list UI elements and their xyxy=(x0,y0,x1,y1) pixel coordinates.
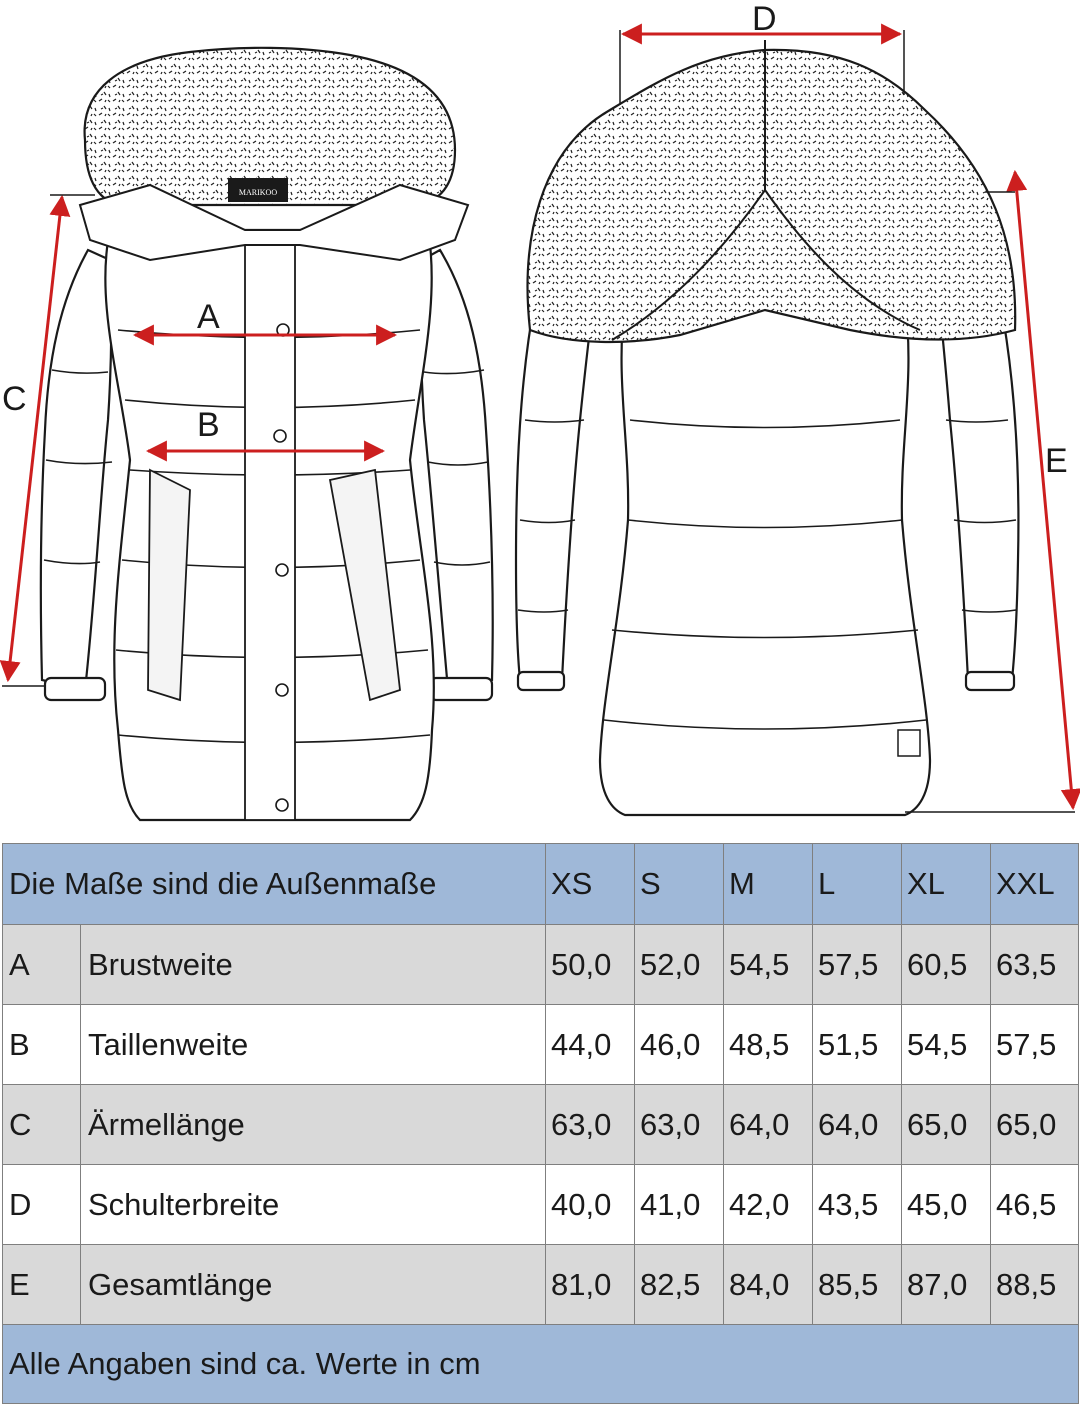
back-right-sleeve xyxy=(940,300,1018,680)
row-value: 85,5 xyxy=(813,1245,902,1325)
row-value: 88,5 xyxy=(991,1245,1079,1325)
row-label: Taillenweite xyxy=(81,1005,546,1085)
row-label: Schulterbreite xyxy=(81,1165,546,1245)
back-right-cuff xyxy=(966,672,1014,690)
front-left-sleeve xyxy=(41,250,112,690)
back-left-sleeve xyxy=(516,300,592,680)
back-body xyxy=(600,300,930,815)
row-value: 48,5 xyxy=(724,1005,813,1085)
row-value: 54,5 xyxy=(724,925,813,1005)
row-value: 65,0 xyxy=(902,1085,991,1165)
row-value: 81,0 xyxy=(546,1245,635,1325)
row-value: 84,0 xyxy=(724,1245,813,1325)
row-value: 63,0 xyxy=(635,1085,724,1165)
row-value: 64,0 xyxy=(813,1085,902,1165)
table-row xyxy=(3,1085,1079,1165)
size-table xyxy=(2,843,1079,1404)
row-value: 63,5 xyxy=(991,925,1079,1005)
row-letter: D xyxy=(3,1165,81,1245)
front-left-cuff xyxy=(45,678,105,700)
front-brand-text: MARIKOO xyxy=(238,188,278,197)
row-value: 60,5 xyxy=(902,925,991,1005)
table-row xyxy=(3,925,1079,1005)
row-letter: C xyxy=(3,1085,81,1165)
table-title: Die Maße sind die Außenmaße xyxy=(3,844,546,925)
label-c: C xyxy=(2,380,27,418)
back-left-cuff xyxy=(518,672,564,690)
row-label: Gesamtlänge xyxy=(81,1245,546,1325)
row-value: 44,0 xyxy=(546,1005,635,1085)
row-value: 65,0 xyxy=(991,1085,1079,1165)
label-b: B xyxy=(197,406,220,444)
size-header-xl: XL xyxy=(902,844,991,925)
row-value: 64,0 xyxy=(724,1085,813,1165)
size-header-xs: XS xyxy=(546,844,635,925)
row-value: 45,0 xyxy=(902,1165,991,1245)
label-a: A xyxy=(197,298,220,336)
back-jacket xyxy=(516,40,1018,815)
row-value: 57,5 xyxy=(991,1005,1079,1085)
label-e: E xyxy=(1045,442,1068,480)
size-header-xxl: XXL xyxy=(991,844,1079,925)
row-label: Brustweite xyxy=(81,925,546,1005)
size-header-m: M xyxy=(724,844,813,925)
table-row xyxy=(3,1245,1079,1325)
back-fur-collar xyxy=(528,50,1016,342)
row-value: 50,0 xyxy=(546,925,635,1005)
row-value: 54,5 xyxy=(902,1005,991,1085)
row-value: 41,0 xyxy=(635,1165,724,1245)
front-right-cuff xyxy=(430,678,492,700)
measure-e-line xyxy=(1015,172,1073,808)
front-placket xyxy=(245,230,295,820)
row-value: 40,0 xyxy=(546,1165,635,1245)
row-value: 87,0 xyxy=(902,1245,991,1325)
table-row xyxy=(3,1165,1079,1245)
row-value: 42,0 xyxy=(724,1165,813,1245)
row-value: 46,0 xyxy=(635,1005,724,1085)
size-header-s: S xyxy=(635,844,724,925)
row-value: 82,5 xyxy=(635,1245,724,1325)
front-jacket xyxy=(41,48,493,820)
row-value: 46,5 xyxy=(991,1165,1079,1245)
row-value: 57,5 xyxy=(813,925,902,1005)
row-value: 43,5 xyxy=(813,1165,902,1245)
row-letter: E xyxy=(3,1245,81,1325)
row-letter: B xyxy=(3,1005,81,1085)
size-header-l: L xyxy=(813,844,902,925)
row-value: 63,0 xyxy=(546,1085,635,1165)
table-footer-note: Alle Angaben sind ca. Werte in cm xyxy=(3,1325,1079,1404)
table-row xyxy=(3,1005,1079,1085)
row-label: Ärmellänge xyxy=(81,1085,546,1165)
row-letter: A xyxy=(3,925,81,1005)
label-d: D xyxy=(752,0,777,38)
row-value: 52,0 xyxy=(635,925,724,1005)
size-table-header-row xyxy=(3,844,1079,925)
size-table-footer-row xyxy=(3,1325,1079,1404)
row-value: 51,5 xyxy=(813,1005,902,1085)
back-label-patch xyxy=(898,730,920,756)
